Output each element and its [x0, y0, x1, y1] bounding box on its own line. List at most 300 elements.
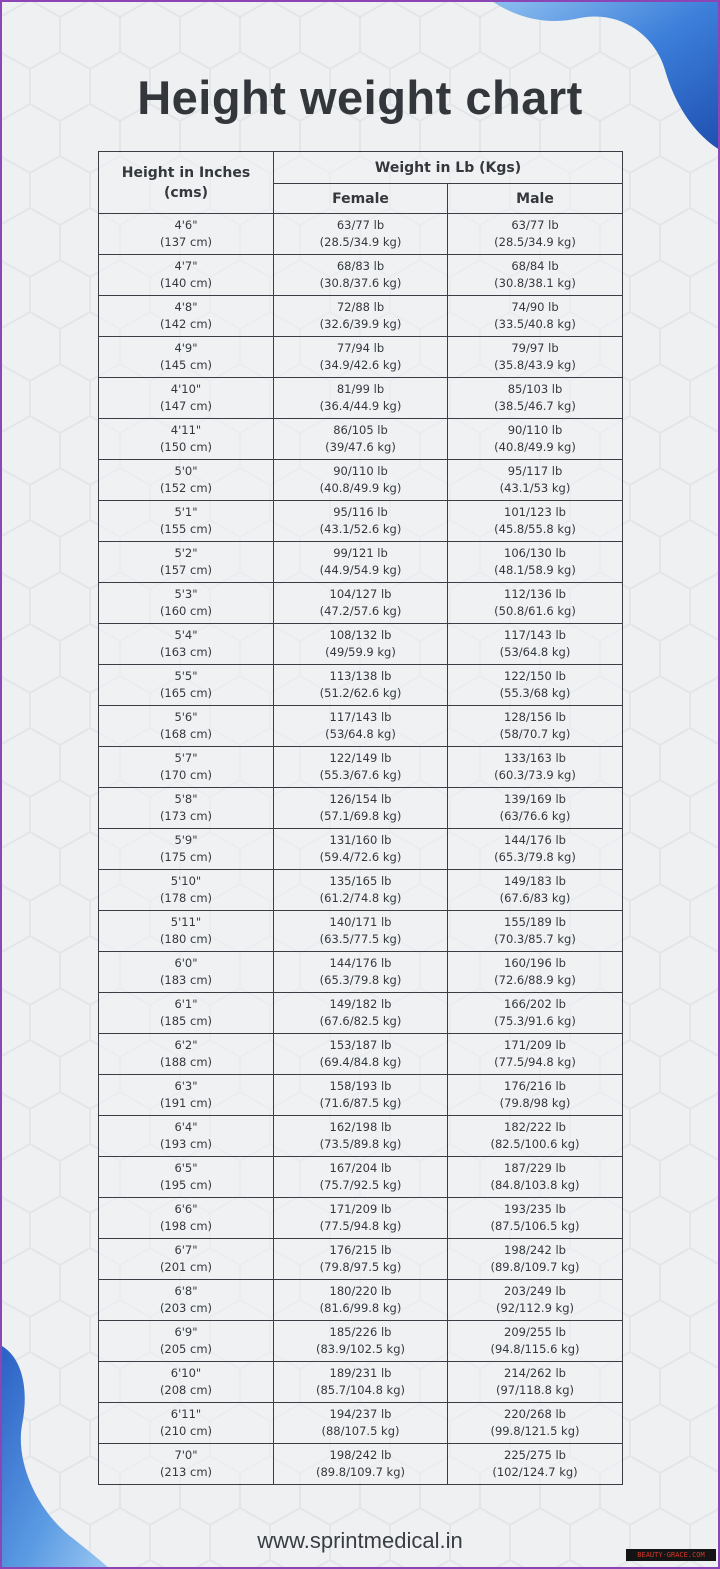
height-primary-value: 5'7" — [174, 751, 198, 765]
page-title: Height weight chart — [137, 71, 583, 124]
male-primary-value: 106/130 lb — [504, 546, 566, 560]
female-primary-value: 113/138 lb — [329, 669, 392, 683]
height-cell — [99, 1321, 274, 1362]
height-cell — [99, 624, 274, 665]
height-cell — [99, 1403, 274, 1444]
female-primary-value: 180/220 lb — [329, 1284, 392, 1298]
male-primary-value: 128/156 lb — [504, 710, 566, 724]
male-primary-value: 203/249 lb — [504, 1284, 566, 1298]
table-row — [99, 747, 623, 788]
male-cell — [448, 829, 623, 870]
height-primary-value: 5'9" — [174, 833, 198, 847]
male-cell — [448, 911, 623, 952]
female-primary-value: 81/99 lb — [336, 382, 385, 396]
table-row — [99, 337, 623, 378]
height-cell — [99, 993, 274, 1034]
height-primary-value: 5'6" — [174, 710, 198, 724]
male-cell — [448, 870, 623, 911]
height-cell — [99, 255, 274, 296]
male-secondary-value: (65.3/79.8 kg) — [494, 850, 576, 864]
table-row — [99, 419, 623, 460]
male-primary-value: 79/97 lb — [511, 341, 559, 355]
female-cell — [274, 214, 448, 255]
female-secondary-value: (73.5/89.8 kg) — [319, 1137, 402, 1151]
height-primary-value: 5'2" — [174, 546, 198, 560]
male-primary-value: 149/183 lb — [504, 874, 566, 888]
male-secondary-value: (45.8/55.8 kg) — [494, 522, 576, 536]
male-cell — [448, 1280, 623, 1321]
height-cell — [99, 337, 274, 378]
female-secondary-value: (36.4/44.9 kg) — [319, 399, 402, 413]
female-secondary-value: (49/59.9 kg) — [325, 645, 396, 659]
height-weight-table — [98, 151, 623, 1485]
height-cell — [99, 1280, 274, 1321]
female-cell — [274, 706, 448, 747]
male-primary-value: 187/229 lb — [504, 1161, 566, 1175]
male-cell — [448, 378, 623, 419]
male-secondary-value: (72.6/88.9 kg) — [494, 973, 576, 987]
female-primary-value: 108/132 lb — [329, 628, 392, 642]
male-secondary-value: (28.5/34.9 kg) — [494, 235, 576, 249]
height-cell — [99, 952, 274, 993]
height-primary-value: 6'11" — [170, 1407, 202, 1421]
male-secondary-value: (33.5/40.8 kg) — [494, 317, 576, 331]
height-secondary-value: (145 cm) — [159, 358, 213, 372]
male-secondary-value: (48.1/58.9 kg) — [494, 563, 576, 577]
table-row — [99, 1403, 623, 1444]
female-primary-value: 63/77 lb — [336, 218, 385, 232]
female-cell — [274, 788, 448, 829]
female-primary-value: 104/127 lb — [329, 587, 392, 601]
male-secondary-value: (89.8/109.7 kg) — [490, 1260, 580, 1274]
male-cell — [448, 1116, 623, 1157]
height-cell — [99, 583, 274, 624]
male-secondary-value: (102/124.7 kg) — [492, 1465, 578, 1479]
male-cell — [448, 214, 623, 255]
female-secondary-value: (39/47.6 kg) — [325, 440, 396, 454]
male-cell — [448, 624, 623, 665]
female-cell — [274, 1444, 448, 1485]
height-primary-value: 5'3" — [174, 587, 198, 601]
height-primary-value: 5'11" — [170, 915, 202, 929]
height-column-header: Height in Inches (cms) — [99, 152, 274, 214]
female-primary-value: 194/237 lb — [329, 1407, 392, 1421]
female-primary-value: 99/121 lb — [333, 546, 388, 560]
height-secondary-value: (142 cm) — [159, 317, 213, 331]
male-cell — [448, 542, 623, 583]
female-cell — [274, 1280, 448, 1321]
male-secondary-value: (79.8/98 kg) — [499, 1096, 571, 1110]
table-row — [99, 1444, 623, 1485]
table-row — [99, 378, 623, 419]
height-primary-value: 6'3" — [174, 1079, 198, 1093]
male-secondary-value: (50.8/61.6 kg) — [494, 604, 576, 618]
table-row — [99, 296, 623, 337]
table-row — [99, 706, 623, 747]
female-primary-value: 140/171 lb — [329, 915, 392, 929]
weight-group-header: Weight in Lb (Kgs) — [274, 152, 623, 184]
height-cell — [99, 1075, 274, 1116]
male-secondary-value: (84.8/103.8 kg) — [490, 1178, 580, 1192]
female-secondary-value: (81.6/99.8 kg) — [319, 1301, 402, 1315]
male-cell — [448, 501, 623, 542]
height-secondary-value: (183 cm) — [159, 973, 213, 987]
male-secondary-value: (55.3/68 kg) — [499, 686, 571, 700]
female-secondary-value: (65.3/79.8 kg) — [319, 973, 402, 987]
height-secondary-value: (203 cm) — [159, 1301, 213, 1315]
male-cell — [448, 337, 623, 378]
male-cell — [448, 1198, 623, 1239]
male-secondary-value: (38.5/46.7 kg) — [494, 399, 576, 413]
table-row — [99, 1239, 623, 1280]
height-cell — [99, 1239, 274, 1280]
table-row — [99, 255, 623, 296]
female-cell — [274, 542, 448, 583]
female-primary-value: 90/110 lb — [333, 464, 388, 478]
female-primary-value: 153/187 lb — [329, 1038, 392, 1052]
male-primary-value: 198/242 lb — [504, 1243, 566, 1257]
male-primary-value: 193/235 lb — [504, 1202, 566, 1216]
table-row — [99, 460, 623, 501]
female-primary-value: 117/143 lb — [329, 710, 392, 724]
male-primary-value: 171/209 lb — [504, 1038, 566, 1052]
male-cell — [448, 706, 623, 747]
male-primary-value: 176/216 lb — [504, 1079, 566, 1093]
male-secondary-value: (43.1/53 kg) — [499, 481, 571, 495]
height-secondary-value: (168 cm) — [159, 727, 213, 741]
male-secondary-value: (35.8/43.9 kg) — [494, 358, 576, 372]
table-row — [99, 952, 623, 993]
height-primary-value: 5'8" — [174, 792, 198, 806]
female-primary-value: 86/105 lb — [333, 423, 388, 437]
male-secondary-value: (82.5/100.6 kg) — [490, 1137, 580, 1151]
height-secondary-value: (188 cm) — [159, 1055, 213, 1069]
female-secondary-value: (40.8/49.9 kg) — [319, 481, 402, 495]
website-url: www.sprintmedical.in — [257, 1528, 463, 1553]
height-primary-value: 7'0" — [174, 1448, 198, 1462]
female-secondary-value: (34.9/42.6 kg) — [319, 358, 402, 372]
male-cell — [448, 1444, 623, 1485]
female-cell — [274, 1075, 448, 1116]
male-primary-value: 117/143 lb — [504, 628, 566, 642]
table-row — [99, 788, 623, 829]
female-cell — [274, 378, 448, 419]
female-cell — [274, 1116, 448, 1157]
female-secondary-value: (77.5/94.8 kg) — [319, 1219, 402, 1233]
male-secondary-value: (40.8/49.9 kg) — [494, 440, 576, 454]
height-cell — [99, 1034, 274, 1075]
table-row — [99, 993, 623, 1034]
male-secondary-value: (75.3/91.6 kg) — [494, 1014, 576, 1028]
height-secondary-value: (193 cm) — [159, 1137, 213, 1151]
height-secondary-value: (185 cm) — [159, 1014, 213, 1028]
male-secondary-value: (97/118.8 kg) — [495, 1383, 575, 1397]
female-secondary-value: (89.8/109.7 kg) — [316, 1465, 405, 1479]
height-secondary-value: (140 cm) — [159, 276, 213, 290]
height-secondary-value: (198 cm) — [159, 1219, 213, 1233]
height-secondary-value: (160 cm) — [159, 604, 213, 618]
height-secondary-value: (155 cm) — [159, 522, 213, 536]
height-cell — [99, 706, 274, 747]
female-secondary-value: (83.9/102.5 kg) — [316, 1342, 405, 1356]
height-primary-value: 6'6" — [174, 1202, 198, 1216]
male-cell — [448, 1239, 623, 1280]
height-secondary-value: (195 cm) — [159, 1178, 213, 1192]
female-secondary-value: (53/64.8 kg) — [325, 727, 396, 741]
male-secondary-value: (30.8/38.1 kg) — [494, 276, 576, 290]
male-cell — [448, 665, 623, 706]
height-cell — [99, 665, 274, 706]
female-secondary-value: (85.7/104.8 kg) — [316, 1383, 405, 1397]
male-primary-value: 209/255 lb — [504, 1325, 566, 1339]
height-primary-value: 6'5" — [174, 1161, 198, 1175]
male-primary-value: 101/123 lb — [504, 505, 566, 519]
male-cell — [448, 460, 623, 501]
female-cell — [274, 1321, 448, 1362]
height-cell — [99, 870, 274, 911]
height-primary-value: 6'4" — [174, 1120, 198, 1134]
height-primary-value: 4'10" — [170, 382, 202, 396]
male-cell — [448, 1321, 623, 1362]
table-row — [99, 1034, 623, 1075]
female-secondary-value: (47.2/57.6 kg) — [319, 604, 402, 618]
female-secondary-value: (55.3/67.6 kg) — [319, 768, 402, 782]
height-cell — [99, 378, 274, 419]
female-primary-value: 131/160 lb — [329, 833, 392, 847]
female-primary-value: 144/176 lb — [329, 956, 392, 970]
table-row — [99, 1321, 623, 1362]
male-cell — [448, 1157, 623, 1198]
male-secondary-value: (70.3/85.7 kg) — [494, 932, 576, 946]
height-cell — [99, 419, 274, 460]
male-secondary-value: (94.8/115.6 kg) — [490, 1342, 580, 1356]
male-primary-value: 74/90 lb — [511, 300, 559, 314]
height-cell — [99, 1116, 274, 1157]
height-primary-value: 5'10" — [170, 874, 202, 888]
height-secondary-value: (201 cm) — [159, 1260, 213, 1274]
male-secondary-value: (92/112.9 kg) — [495, 1301, 575, 1315]
height-cell — [99, 911, 274, 952]
male-column-header: Male — [448, 184, 623, 214]
height-secondary-value: (205 cm) — [159, 1342, 213, 1356]
height-cell — [99, 829, 274, 870]
height-secondary-value: (208 cm) — [159, 1383, 213, 1397]
male-cell — [448, 1034, 623, 1075]
height-primary-value: 5'0" — [174, 464, 198, 478]
male-primary-value: 220/268 lb — [504, 1407, 566, 1421]
table-row — [99, 870, 623, 911]
female-secondary-value: (63.5/77.5 kg) — [319, 932, 402, 946]
height-secondary-value: (157 cm) — [159, 563, 213, 577]
female-secondary-value: (51.2/62.6 kg) — [319, 686, 402, 700]
female-primary-value: 149/182 lb — [329, 997, 392, 1011]
height-cell — [99, 788, 274, 829]
female-secondary-value: (28.5/34.9 kg) — [319, 235, 402, 249]
male-cell — [448, 788, 623, 829]
female-cell — [274, 1034, 448, 1075]
female-primary-value: 162/198 lb — [329, 1120, 392, 1134]
male-cell — [448, 1075, 623, 1116]
male-primary-value: 63/77 lb — [511, 218, 559, 232]
female-primary-value: 185/226 lb — [329, 1325, 392, 1339]
female-primary-value: 68/83 lb — [336, 259, 385, 273]
table-row — [99, 542, 623, 583]
female-cell — [274, 993, 448, 1034]
height-primary-value: 6'2" — [174, 1038, 198, 1052]
female-primary-value: 126/154 lb — [329, 792, 392, 806]
female-primary-value: 167/204 lb — [329, 1161, 392, 1175]
female-secondary-value: (79.8/97.5 kg) — [319, 1260, 402, 1274]
female-secondary-value: (61.2/74.8 kg) — [319, 891, 402, 905]
height-cell — [99, 747, 274, 788]
table-row — [99, 501, 623, 542]
height-primary-value: 6'1" — [174, 997, 198, 1011]
female-primary-value: 189/231 lb — [329, 1366, 392, 1380]
female-secondary-value: (59.4/72.6 kg) — [319, 850, 402, 864]
female-cell — [274, 624, 448, 665]
female-primary-value: 135/165 lb — [329, 874, 392, 888]
female-column-header: Female — [274, 184, 448, 214]
male-primary-value: 90/110 lb — [507, 423, 563, 437]
height-primary-value: 5'4" — [174, 628, 198, 642]
height-primary-value: 4'8" — [174, 300, 198, 314]
male-secondary-value: (77.5/94.8 kg) — [494, 1055, 576, 1069]
male-cell — [448, 583, 623, 624]
table-row — [99, 1075, 623, 1116]
height-cell — [99, 501, 274, 542]
female-cell — [274, 419, 448, 460]
male-primary-value: 225/275 lb — [504, 1448, 566, 1462]
height-secondary-value: (180 cm) — [159, 932, 213, 946]
height-primary-value: 4'11" — [170, 423, 202, 437]
male-secondary-value: (63/76.6 kg) — [499, 809, 571, 823]
female-secondary-value: (69.4/84.8 kg) — [319, 1055, 402, 1069]
height-secondary-value: (213 cm) — [159, 1465, 213, 1479]
table-row — [99, 911, 623, 952]
female-cell — [274, 1239, 448, 1280]
height-cell — [99, 542, 274, 583]
male-primary-value: 68/84 lb — [511, 259, 559, 273]
table-row — [99, 214, 623, 255]
table-row — [99, 1116, 623, 1157]
female-cell — [274, 952, 448, 993]
male-cell — [448, 255, 623, 296]
height-cell — [99, 460, 274, 501]
height-cell — [99, 214, 274, 255]
male-cell — [448, 419, 623, 460]
height-secondary-value: (147 cm) — [159, 399, 213, 413]
male-secondary-value: (99.8/121.5 kg) — [490, 1424, 580, 1438]
height-cell — [99, 1444, 274, 1485]
table-row — [99, 583, 623, 624]
male-cell — [448, 747, 623, 788]
male-primary-value: 144/176 lb — [504, 833, 566, 847]
female-secondary-value: (67.6/82.5 kg) — [319, 1014, 402, 1028]
male-primary-value: 112/136 lb — [504, 587, 566, 601]
height-cell — [99, 1198, 274, 1239]
male-cell — [448, 952, 623, 993]
female-primary-value: 122/149 lb — [329, 751, 392, 765]
male-secondary-value: (58/70.7 kg) — [499, 727, 571, 741]
male-primary-value: 166/202 lb — [504, 997, 566, 1011]
female-primary-value: 171/209 lb — [329, 1202, 392, 1216]
female-cell — [274, 460, 448, 501]
height-primary-value: 4'6" — [174, 218, 198, 232]
table-row — [99, 624, 623, 665]
female-cell — [274, 337, 448, 378]
female-secondary-value: (75.7/92.5 kg) — [319, 1178, 402, 1192]
female-cell — [274, 1198, 448, 1239]
female-cell — [274, 583, 448, 624]
height-primary-value: 4'9" — [174, 341, 198, 355]
male-cell — [448, 296, 623, 337]
male-primary-value: 85/103 lb — [507, 382, 563, 396]
height-primary-value: 6'0" — [174, 956, 198, 970]
male-primary-value: 155/189 lb — [504, 915, 566, 929]
height-secondary-value: (210 cm) — [159, 1424, 213, 1438]
female-secondary-value: (43.1/52.6 kg) — [319, 522, 402, 536]
female-cell — [274, 296, 448, 337]
male-primary-value: 214/262 lb — [504, 1366, 566, 1380]
height-cell — [99, 1157, 274, 1198]
height-secondary-value: (170 cm) — [159, 768, 213, 782]
height-secondary-value: (137 cm) — [159, 235, 213, 249]
female-primary-value: 198/242 lb — [329, 1448, 392, 1462]
height-secondary-value: (163 cm) — [159, 645, 213, 659]
table-row — [99, 665, 623, 706]
height-primary-value: 5'1" — [174, 505, 198, 519]
height-secondary-value: (178 cm) — [159, 891, 213, 905]
height-cell — [99, 1362, 274, 1403]
male-cell — [448, 1403, 623, 1444]
female-cell — [274, 747, 448, 788]
female-cell — [274, 665, 448, 706]
male-secondary-value: (87.5/106.5 kg) — [490, 1219, 580, 1233]
female-cell — [274, 501, 448, 542]
female-cell — [274, 870, 448, 911]
male-primary-value: 160/196 lb — [504, 956, 566, 970]
height-primary-value: 6'10" — [170, 1366, 202, 1380]
female-primary-value: 158/193 lb — [329, 1079, 392, 1093]
male-secondary-value: (67.6/83 kg) — [499, 891, 571, 905]
male-primary-value: 95/117 lb — [507, 464, 563, 478]
male-cell — [448, 993, 623, 1034]
height-secondary-value: (191 cm) — [159, 1096, 213, 1110]
female-cell — [274, 1362, 448, 1403]
male-secondary-value: (60.3/73.9 kg) — [494, 768, 576, 782]
table-row — [99, 1362, 623, 1403]
female-secondary-value: (44.9/54.9 kg) — [319, 563, 402, 577]
height-secondary-value: (165 cm) — [159, 686, 213, 700]
height-secondary-value: (175 cm) — [159, 850, 213, 864]
height-primary-value: 6'9" — [174, 1325, 198, 1339]
female-primary-value: 77/94 lb — [336, 341, 385, 355]
height-secondary-value: (150 cm) — [159, 440, 213, 454]
watermark: BEAUTY-GRACE.COM — [626, 1549, 716, 1561]
height-primary-value: 4'7" — [174, 259, 198, 273]
table-row — [99, 1280, 623, 1321]
male-primary-value: 139/169 lb — [504, 792, 566, 806]
female-secondary-value: (88/107.5 kg) — [321, 1424, 400, 1438]
male-primary-value: 133/163 lb — [504, 751, 566, 765]
female-cell — [274, 829, 448, 870]
female-primary-value: 95/116 lb — [333, 505, 388, 519]
female-secondary-value: (57.1/69.8 kg) — [319, 809, 402, 823]
female-secondary-value: (30.8/37.6 kg) — [319, 276, 402, 290]
female-primary-value: 72/88 lb — [336, 300, 385, 314]
female-secondary-value: (71.6/87.5 kg) — [319, 1096, 402, 1110]
male-secondary-value: (53/64.8 kg) — [499, 645, 571, 659]
